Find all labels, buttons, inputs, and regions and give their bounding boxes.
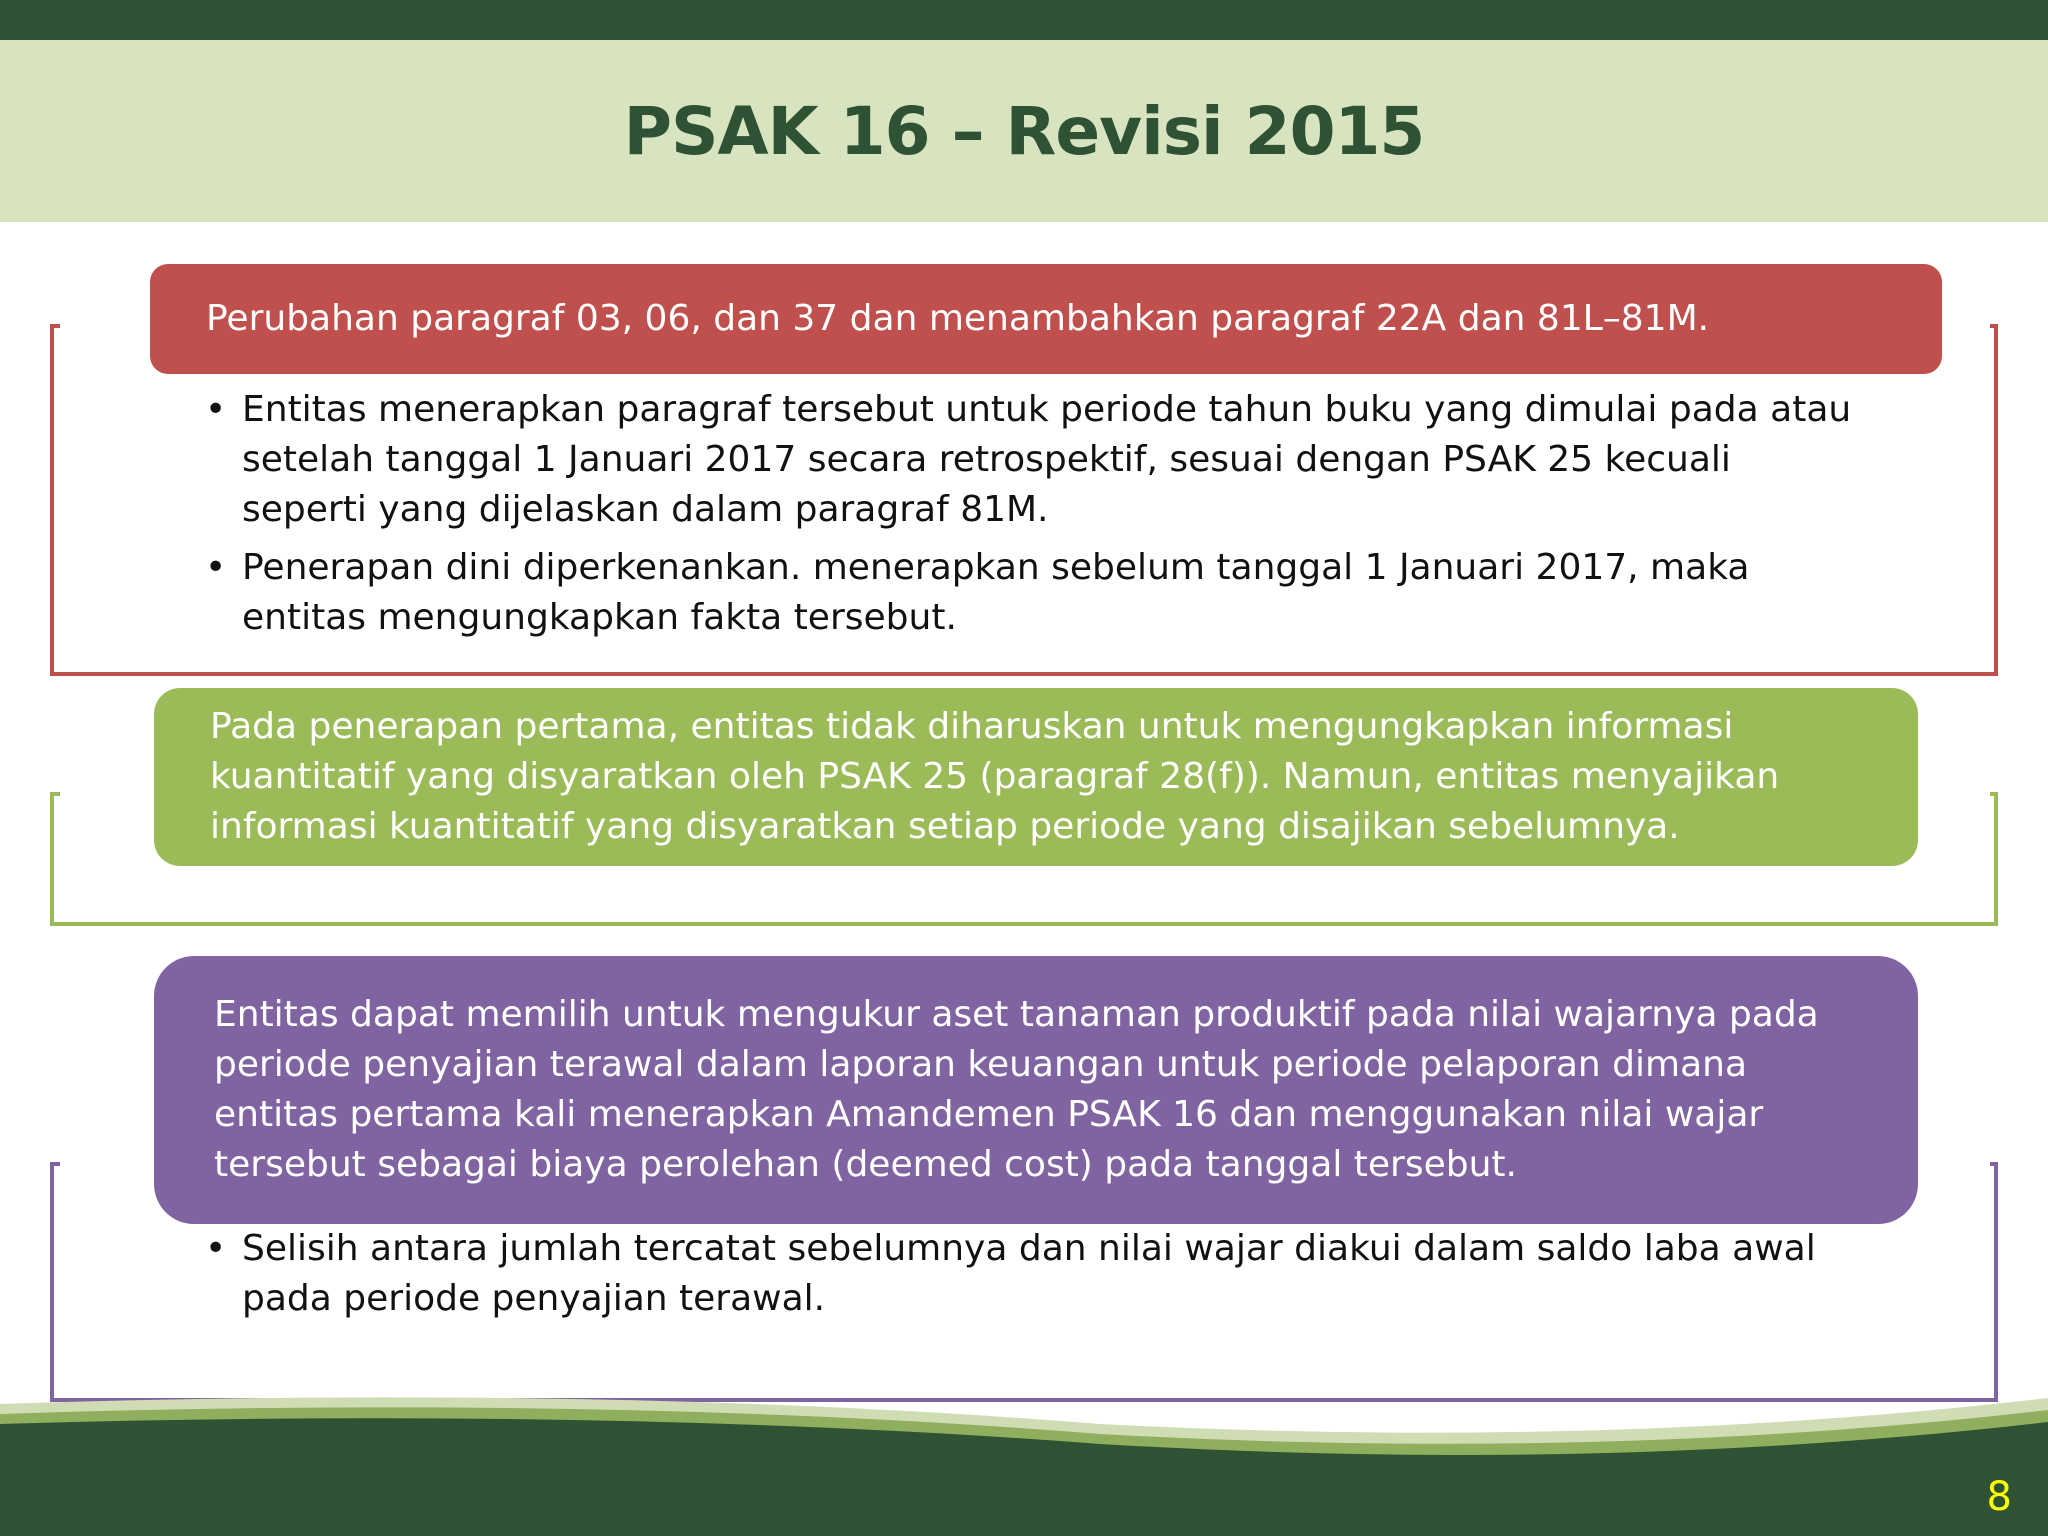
list-item: • Selisih antara jumlah tercatat sebelumnya dan nilai wajar diakui dalam saldo laba awal pada periode penyajian terawal. [205,1228,1816,1319]
top-bar [0,0,2048,40]
list-item: • Penerapan dini diperkenankan. menerapkan sebelum tanggal 1 Januari 2017, maka entitas mengungkapkan fakta tersebut. [205,547,1750,638]
block-1-header [150,264,1942,374]
block-3-bullet-list [205,1224,1855,1332]
block-3-header-text: Entitas dapat memilih untuk mengukur aset tanaman produktif pada nilai wajarnya pada periode penyajian terawal dalam laporan keuangan untuk periode pelaporan dimana entitas pertama kali menerapkan Amandemen PSAK 16 dan menggunakan nilai wajar tersebut sebagai biaya perolehan (deemed cost) pada tanggal tersebut. [214,994,1819,1185]
list-item: • Entitas menerapkan paragraf tersebut untuk periode tahun buku yang dimulai pada atau setelah tanggal 1 Januari 2017 secara retrospektif, sesuai dengan PSAK 25 kecuali seperti yang dijelaskan dalam paragraf 81M. [205,389,1852,530]
footer-wave [0,1380,2048,1536]
slide-title: PSAK 16 – Revisi 2015 [623,92,1425,170]
block-2-header [154,688,1918,866]
block-2-header-text: Pada penerapan pertama, entitas tidak diharuskan untuk mengungkapkan informasi kuantitatif yang disyaratkan oleh PSAK 25 (paragraf 28(f)). Namun, entitas menyajikan informasi kuantitatif yang disyaratkan setiap periode yang disajikan sebelumnya. [210,706,1780,847]
page-number: 8 [1986,1474,2012,1520]
block-1-bullet-list [205,385,1855,651]
block-3-header [154,956,1918,1224]
block-1-header-text: Perubahan paragraf 03, 06, dan 37 dan menambahkan paragraf 22A dan 81L–81M. [206,298,1710,339]
